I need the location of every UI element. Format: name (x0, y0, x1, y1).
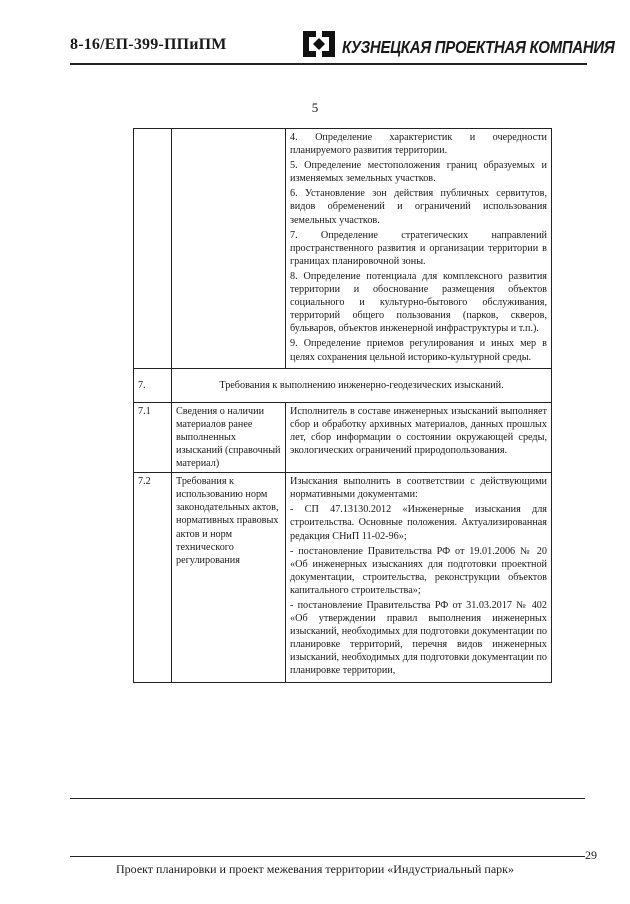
table-row (134, 129, 552, 369)
section-number: 7. (134, 368, 172, 402)
row-content (286, 402, 552, 472)
list-item: - постановление Правительства РФ от 31.03.2017 № 402 «Об утверждении правил выполнения инженерных изысканий, необходимых для подготовки документации по планировке территорий, перечня видов инженерных изысканий, необходимых для подготовки документации по планировке территории, (290, 600, 547, 677)
list-item: 9. Определение приемов регулирования и иных мер в целях сохранения цельной историко-культурной среды. (290, 338, 547, 363)
requirements-table (133, 128, 552, 683)
list-item: 4. Определение характеристик и очередности планируемого развития территории. (290, 132, 547, 157)
header-divider (70, 63, 587, 65)
row-content (286, 473, 552, 682)
company-logo-icon (303, 31, 335, 57)
row-number: 7.1 (134, 402, 172, 472)
table-row (134, 473, 552, 682)
list-item: - СП 47.13130.2012 «Инженерные изыскания для строительства. Основные положения. Актуализированная редакция СНиП 11-02-96»; (290, 504, 547, 542)
list-item: 5. Определение местоположения границ образуемых и изменяемых земельных участков. (290, 160, 547, 185)
cell-num (134, 129, 172, 369)
cell-content (286, 129, 552, 369)
list-item: - постановление Правительства РФ от 19.01.2006 № 20 «Об инженерных изысканиях для подготовки проектной документации, строительства, реконструкции объектов капитального строительства»; (290, 545, 547, 596)
document-code: 8-16/ЕП-399-ППиПМ (70, 36, 227, 53)
list-item: 6. Установление зон действия публичных сервитутов, видов обременений и ограничений использования земельных участков. (290, 188, 547, 226)
table-row (134, 402, 552, 472)
list-item: 8. Определение потенциала для комплексного развития территории и обоснование размещения объектов социального и культурно-бытового обслуживания, территорий общего пользования (парков, скверов, бульваров, объектов инженерной инфраструктуры и т.п.). (290, 270, 547, 335)
footer-page-number: 29 (585, 848, 597, 862)
row-name: Сведения о наличии материалов ранее выполненных изысканий (справочный материал) (172, 402, 286, 472)
table-row (134, 368, 552, 402)
page-number: 5 (311, 100, 319, 115)
row-number: 7.2 (134, 473, 172, 682)
row-name: Требования к использованию норм законодательных актов, нормативных правовых актов и норм технического регулирования (172, 473, 286, 682)
cell-name (172, 129, 286, 369)
footer-divider-top (70, 798, 585, 799)
company-name: КУЗНЕЦКАЯ ПРОЕКТНАЯ КОМПАНИЯ (342, 38, 615, 58)
row-text: Исполнитель в составе инженерных изысканий выполняет сбор и обработку архивных материалов, данных прошлых лет, сбор информации о состоянии окружающей среды, экологических ограничений природопользования. (290, 405, 547, 456)
footer-title: Проект планировки и проект межевания территории «Индустриальный парк» (116, 862, 514, 876)
footer-divider (70, 856, 585, 857)
list-item: 7. Определение стратегических направлений пространственного развития и организации территории в границах планировочной зоны. (290, 229, 547, 267)
list-item: Изыскания выполнить в соответствии с действующими нормативными документами: (290, 476, 547, 501)
section-title: Требования к выполнению инженерно-геодезических изысканий. (172, 368, 552, 402)
